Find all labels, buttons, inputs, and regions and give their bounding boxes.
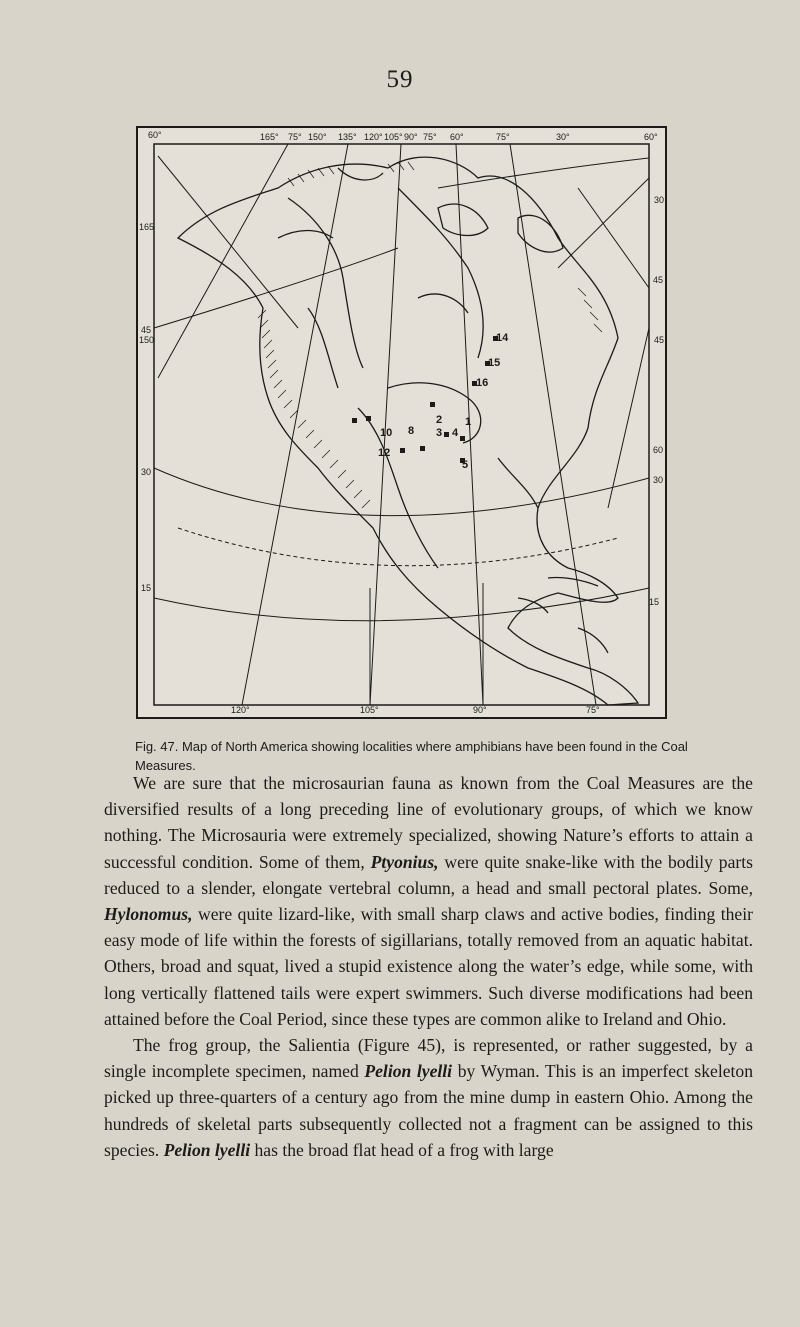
locality-16: 16 xyxy=(476,377,489,389)
top-label-2: 165° xyxy=(260,132,279,142)
top-label-6: 120° xyxy=(364,132,383,142)
left-label-2: 45 xyxy=(141,325,152,335)
species-pelion-lyelli-2: Pelion lyelli xyxy=(163,1139,251,1160)
graticule xyxy=(154,144,649,705)
top-label-5: 135° xyxy=(338,132,357,142)
locality-5: 5 xyxy=(462,459,469,471)
map-drawing xyxy=(138,128,665,717)
p2-text-c: has the broad flat head of a frog with large xyxy=(250,1139,554,1160)
left-label-4: 30 xyxy=(141,467,152,477)
left-label-1: 165 xyxy=(139,222,155,232)
locality-14: 14 xyxy=(496,332,509,344)
bottom-label-3: 90° xyxy=(473,705,487,715)
locality-1: 1 xyxy=(465,416,472,428)
locality-markers xyxy=(352,336,501,463)
p2-text-b: by Wyman. This is an imperfect skeleton picked up three-quarters of a century ago from the mine dump in eastern Ohio. Among the hundreds of skeletal parts subsequently collected not a fragment can be assigned to this species. xyxy=(104,1061,753,1160)
top-label-9: 75° xyxy=(423,132,437,142)
top-label-4: 150° xyxy=(308,132,327,142)
right-label-2: 45 xyxy=(653,275,664,285)
inner-neatline xyxy=(154,144,649,705)
genus-hylonomus: Hylonomus, xyxy=(104,904,193,925)
body-text xyxy=(104,770,753,1163)
species-pelion-lyelli-1: Pelion lyelli xyxy=(364,1061,453,1082)
locality-10: 10 xyxy=(380,427,393,439)
locality-12: 12 xyxy=(378,447,391,459)
page-number: 59 xyxy=(386,66,414,93)
locality-8: 8 xyxy=(408,425,415,437)
locality-3: 3 xyxy=(436,427,443,439)
right-label-4: 60 xyxy=(653,445,664,455)
right-label-6: 15 xyxy=(649,597,660,607)
right-label-1: 30 xyxy=(654,195,665,205)
paragraph-2 xyxy=(104,1032,753,1163)
bottom-label-4: 75° xyxy=(586,705,600,715)
top-label-1: 60° xyxy=(148,130,162,140)
bottom-label-2: 105° xyxy=(360,705,379,715)
coast-hatching xyxy=(258,162,602,508)
left-label-3: 150 xyxy=(139,335,155,345)
top-label-7: 105° xyxy=(384,132,403,142)
p1-text-c: were quite lizard-like, with small sharp claws and active bodies, finding their easy mode of life within the forests of sigillarians, totally removed from an aquatic habitat. Others, broad and squat, lived a stupid existence along the water’s edge, while some, with long vertically flattened tails were expert swimmers. Such diverse modifications had been attained before the Coal Period, since these types are common alike to Ireland and Ohio. xyxy=(104,904,753,1029)
top-label-3: 75° xyxy=(288,132,302,142)
locality-numbers xyxy=(378,332,509,471)
right-label-3: 45 xyxy=(654,335,665,345)
right-label-5: 30 xyxy=(653,475,664,485)
paragraph-1 xyxy=(104,770,753,1032)
genus-ptyonius: Ptyonius, xyxy=(370,851,439,872)
top-label-12: 30° xyxy=(556,132,570,142)
left-label-5: 15 xyxy=(141,583,152,593)
figure-caption: Fig. 47. Map of North America showing localities where amphibians have been found in the Coal Measures. xyxy=(135,739,688,773)
north-america-map xyxy=(136,126,667,719)
bottom-label-1: 120° xyxy=(231,705,250,715)
top-label-8: 90° xyxy=(404,132,418,142)
locality-4: 4 xyxy=(452,427,459,439)
top-label-11: 75° xyxy=(496,132,510,142)
p2-text-a: The frog group, the Salientia (Figure 45), is represented, or rather suggested, by a single incomplete specimen, named xyxy=(104,1035,753,1082)
locality-15: 15 xyxy=(488,357,501,369)
top-label-10: 60° xyxy=(450,132,464,142)
p1-text-a: We are sure that the microsaurian fauna as known from the Coal Measures are the diversified results of a long preceding line of evolutionary groups, of which we know nothing. The Microsauria were extremely specialized, showing Nature’s efforts to attain a successful condition. Some of them, xyxy=(104,773,753,872)
top-label-13: 60° xyxy=(644,132,658,142)
locality-2: 2 xyxy=(436,414,443,426)
p1-text-b: were quite snake-like with the bodily parts reduced to a slender, elongate vertebral column, a head and small pectoral plates. Some, xyxy=(104,851,754,898)
